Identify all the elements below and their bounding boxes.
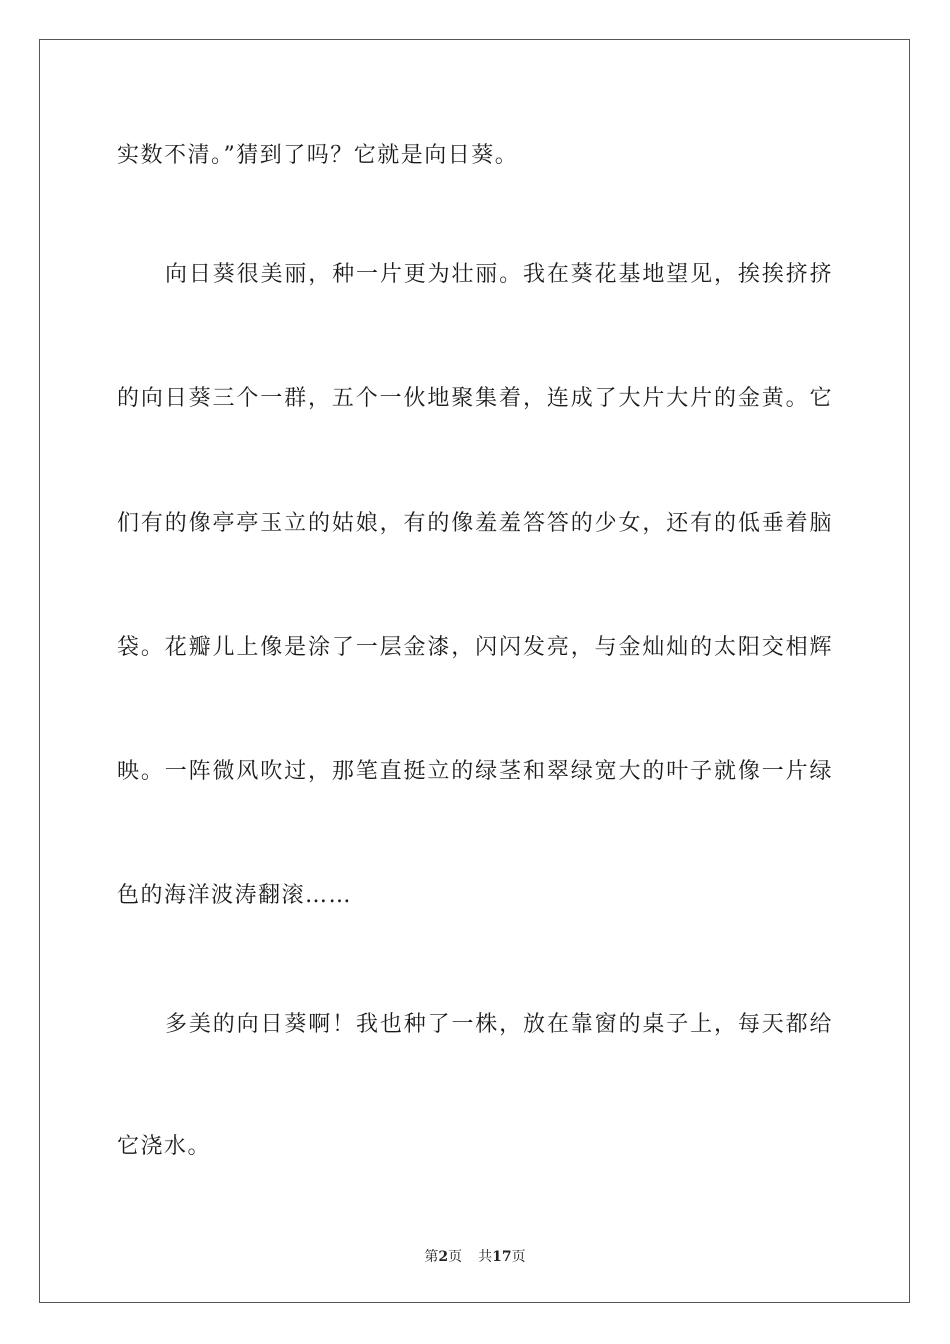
text-line-9: 它浇水。 <box>117 1134 212 1159</box>
text-line-4: 们有的像亭亭玉立的姑娘，有的像羞羞答答的少女，还有的低垂着脑 <box>117 511 833 536</box>
total-prefix: 共 <box>478 1249 493 1265</box>
text-line-7: 色的海洋波涛翻滚…… <box>117 883 353 908</box>
total-pages: 17 <box>492 1249 512 1265</box>
page-footer <box>0 1248 950 1266</box>
page-number: 2 <box>438 1249 449 1265</box>
total-suffix: 页 <box>511 1249 526 1265</box>
page-prefix: 第 <box>424 1249 439 1265</box>
text-line-2: 向日葵很美丽，种一片更为壮丽。我在葵花基地望见，挨挨挤挤 <box>165 262 833 287</box>
page-border <box>39 39 910 1303</box>
text-line-8: 多美的向日葵啊！我也种了一株，放在靠窗的桌子上，每天都给 <box>165 1012 833 1037</box>
page-suffix: 页 <box>448 1249 463 1265</box>
text-line-3: 的向日葵三个一群，五个一伙地聚集着，连成了大片大片的金黄。它 <box>117 386 833 411</box>
text-line-1: 实数不清。”猜到了吗？它就是向日葵。 <box>117 143 519 168</box>
text-line-6: 映。一阵微风吹过，那笔直挺立的绿茎和翠绿宽大的叶子就像一片绿 <box>117 759 833 784</box>
text-line-5: 袋。花瓣儿上像是涂了一层金漆，闪闪发亮，与金灿灿的太阳交相辉 <box>117 635 833 660</box>
